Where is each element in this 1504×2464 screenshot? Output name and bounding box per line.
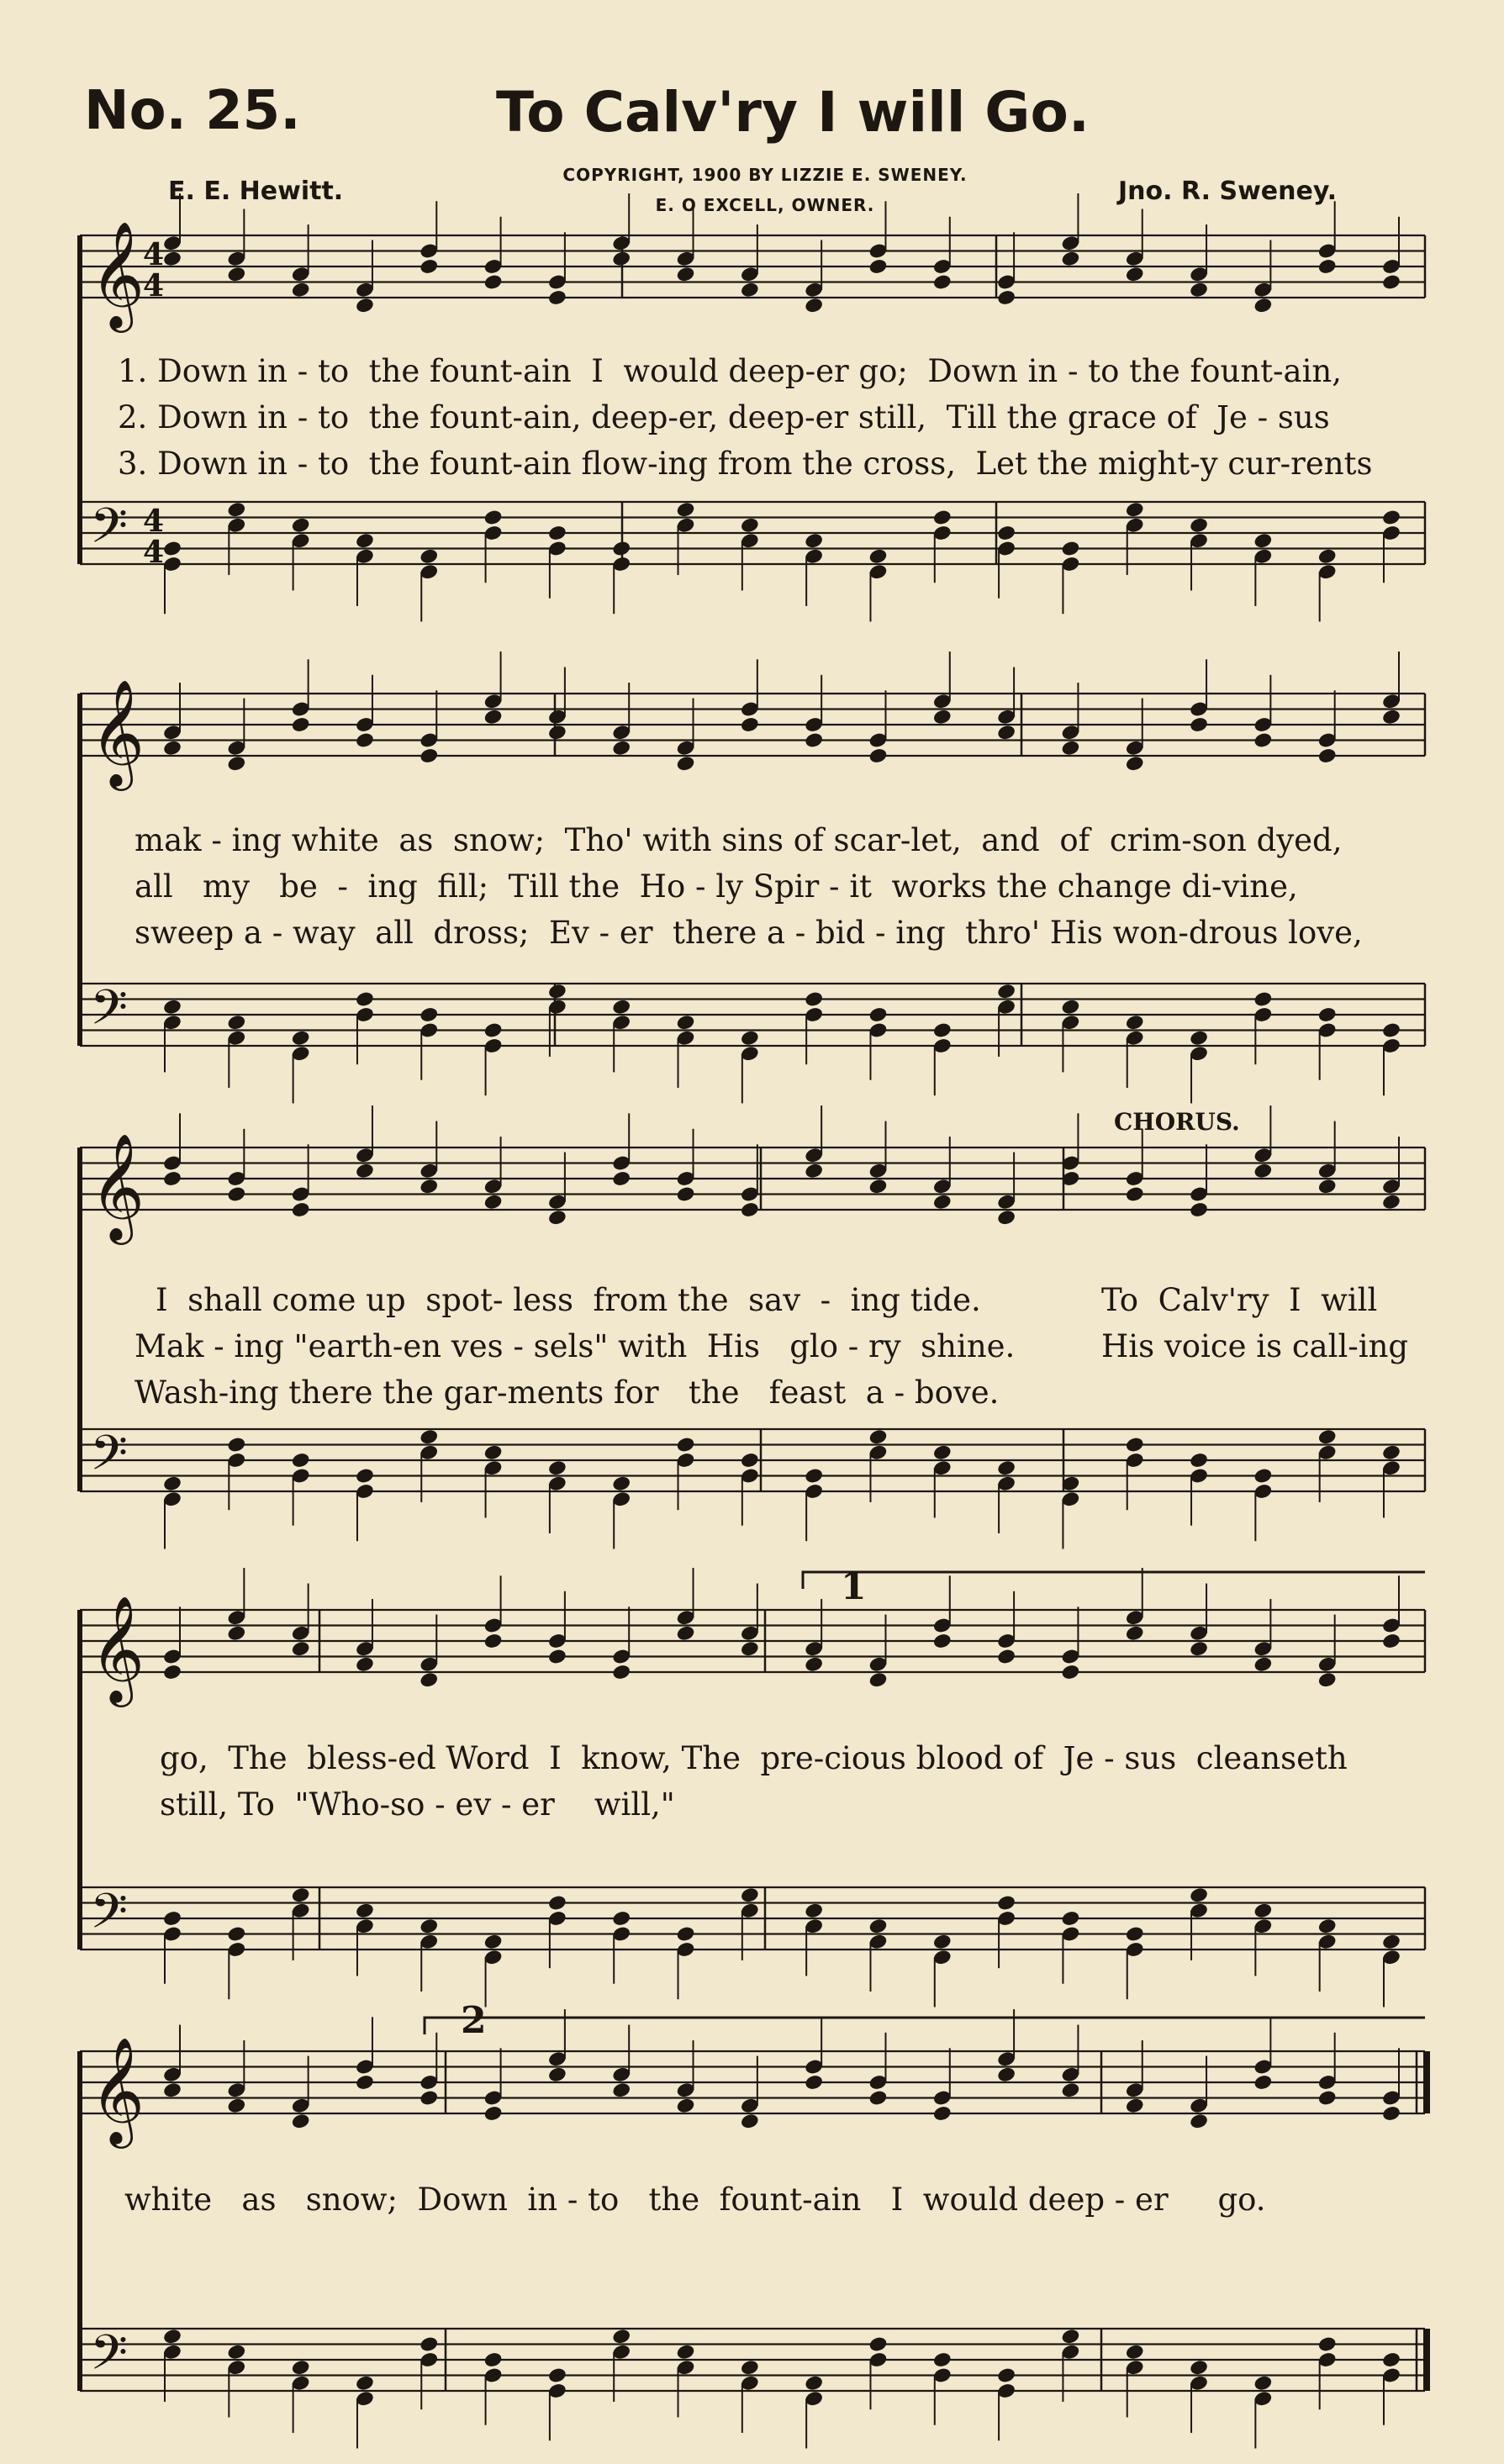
note-head <box>932 1933 953 1950</box>
note-head <box>868 1918 889 1935</box>
note-head <box>1381 1443 1401 1461</box>
note-head <box>162 1910 182 1928</box>
note-head <box>1060 739 1080 757</box>
note-head <box>355 731 375 749</box>
note-head <box>1125 755 1145 773</box>
note-head <box>162 540 182 557</box>
note-head <box>1381 1633 1401 1650</box>
note-head <box>611 2328 631 2345</box>
note-head <box>611 250 631 267</box>
note-head <box>226 266 246 283</box>
note-head <box>226 2343 246 2361</box>
note-head <box>483 1633 504 1650</box>
note-head <box>1125 1624 1145 1642</box>
note-head <box>740 1886 760 1904</box>
lyric-line: 1. Down in - to the fount-ain I would deep-er go; Down in - to the fount-ain, <box>118 353 1343 389</box>
note-head <box>740 2359 760 2377</box>
author-credit: E. E. Hewitt. <box>168 177 344 206</box>
note-head <box>483 1193 504 1211</box>
note-head <box>547 983 567 1000</box>
lyric-line: all my be - ing fill; Till the Ho - ly Spir - it works the change di-vine, <box>135 868 1298 905</box>
note-head <box>355 1902 375 1919</box>
note-head <box>1060 2328 1080 2345</box>
note-head <box>483 509 504 526</box>
note-head <box>1060 1910 1080 1928</box>
note-head <box>419 1671 439 1689</box>
note-head <box>1253 990 1273 1008</box>
note-head <box>996 289 1016 307</box>
note-head <box>676 1925 696 1943</box>
note-head <box>226 1185 246 1203</box>
note-head <box>932 1633 953 1650</box>
note-head <box>996 2366 1016 2384</box>
time-signature-bottom: 4 <box>143 268 165 303</box>
note-head <box>1189 1640 1209 1658</box>
note-head <box>483 2351 504 2369</box>
note-head <box>1125 1925 1145 1943</box>
note-head <box>676 1436 696 1454</box>
note-head <box>291 1452 311 1469</box>
note-head <box>483 1021 504 1039</box>
note-head <box>868 1671 889 1689</box>
note-head <box>547 2066 567 2083</box>
note-head <box>1317 1918 1338 1935</box>
note-head <box>162 998 182 1016</box>
note-head <box>162 2081 182 2099</box>
note-head <box>355 2374 375 2392</box>
note-head <box>419 2089 439 2107</box>
lyric-line: sweep a - way all dross; Ev - er there a - bid - ing thro' His won-drous love, <box>135 915 1363 951</box>
note-head <box>483 2105 504 2123</box>
note-head <box>226 2097 246 2114</box>
note-head <box>1253 1655 1273 1673</box>
note-head <box>547 1209 567 1227</box>
note-head <box>868 258 889 276</box>
note-head <box>740 1201 760 1219</box>
lyric-line: Wash-ing there the gar-ments for the feast a - bove. <box>135 1374 1000 1411</box>
note-head <box>291 716 311 734</box>
note-head <box>1189 2113 1209 2130</box>
note-head <box>932 2351 953 2369</box>
note-head <box>1381 509 1401 526</box>
note-head <box>932 1443 953 1461</box>
note-head <box>1381 273 1401 291</box>
note-head <box>291 1886 311 1904</box>
chorus-lyric-line: His voice is call-ing <box>1101 1328 1409 1364</box>
note-head <box>1317 2089 1338 2107</box>
note-head <box>419 258 439 276</box>
note-head <box>419 2335 439 2353</box>
note-head <box>1317 1671 1338 1689</box>
note-head <box>1381 2105 1401 2123</box>
note-head <box>1060 250 1080 267</box>
note-head <box>804 1162 824 1179</box>
note-head <box>676 1014 696 1032</box>
lyric-line: Mak - ing "earth-en ves - sels" with His glo - ry shine. <box>135 1328 1016 1364</box>
note-head <box>932 273 953 291</box>
note-head <box>291 2359 311 2377</box>
treble-clef: 𝄞 <box>90 678 145 786</box>
note-head <box>419 1006 439 1024</box>
note-head <box>483 1933 504 1950</box>
note-head <box>932 1193 953 1211</box>
note-head <box>1189 1201 1209 1219</box>
note-head <box>1317 1006 1338 1024</box>
note-head <box>226 1014 246 1032</box>
note-head <box>355 532 375 550</box>
note-head <box>355 2074 375 2092</box>
note-head <box>804 2074 824 2092</box>
note-head <box>1381 2351 1401 2369</box>
note-head <box>996 1648 1016 1665</box>
note-head <box>996 983 1016 1000</box>
note-head <box>483 708 504 725</box>
note-head <box>419 1918 439 1935</box>
note-head <box>611 739 631 757</box>
note-head <box>996 1209 1016 1227</box>
note-head <box>547 1894 567 1912</box>
note-head <box>804 532 824 550</box>
note-head <box>1189 1452 1209 1469</box>
note-head <box>1317 2335 1338 2353</box>
note-head <box>1125 1014 1145 1032</box>
note-head <box>868 2089 889 2107</box>
note-head <box>1381 708 1401 725</box>
note-head <box>291 1201 311 1219</box>
note-head <box>804 1655 824 1673</box>
note-head <box>291 2113 311 2130</box>
note-head <box>226 1624 246 1642</box>
note-head <box>868 747 889 765</box>
lyric-line: I shall come up spot- less from the sav - ing tide. <box>156 1282 981 1318</box>
hymn-title: To Calv'ry I will Go. <box>496 80 1090 145</box>
note-head <box>1060 2081 1080 2099</box>
note-head <box>1253 1162 1273 1179</box>
note-head <box>868 1178 889 1195</box>
note-head <box>740 2113 760 2130</box>
note-head <box>932 509 953 526</box>
note-head <box>740 516 760 534</box>
note-head <box>804 1902 824 1919</box>
note-head <box>676 2097 696 2114</box>
lyric-line: go, The bless-ed Word I know, The pre-cious blood of Je - sus cleanseth <box>160 1740 1348 1776</box>
chorus-lyric-line: To Calv'ry I will <box>1101 1282 1378 1318</box>
note-head <box>996 2066 1016 2083</box>
note-head <box>611 1664 631 1681</box>
bass-clef: 𝄢 <box>90 979 129 1048</box>
note-head <box>226 1925 246 1943</box>
note-head <box>355 1655 375 1673</box>
note-head <box>291 1640 311 1658</box>
note-head <box>1060 1664 1080 1681</box>
note-head <box>226 501 246 519</box>
treble-clef: 𝄞 <box>90 1595 145 1702</box>
note-head <box>547 724 567 741</box>
note-head <box>1381 1193 1401 1211</box>
note-head <box>932 2105 953 2123</box>
note-head <box>1317 1178 1338 1195</box>
time-signature-top: 4 <box>143 237 165 272</box>
note-head <box>804 731 824 749</box>
note-head <box>676 501 696 519</box>
note-head <box>162 2328 182 2345</box>
note-head <box>1253 1467 1273 1485</box>
note-head <box>676 1185 696 1203</box>
note-head <box>291 516 311 534</box>
note-head <box>1317 547 1338 565</box>
note-head <box>1125 1436 1145 1454</box>
note-head <box>162 1170 182 1188</box>
note-head <box>1253 731 1273 749</box>
note-head <box>291 1029 311 1047</box>
copyright-owner: E. O EXCELL, OWNER. <box>655 195 875 215</box>
note-head <box>547 289 567 307</box>
note-head <box>740 1640 760 1658</box>
note-head <box>226 755 246 773</box>
note-head <box>932 1021 953 1039</box>
lyric-line: mak - ing white as snow; Tho' with sins of scar-let, and of crim-son dyed, <box>135 822 1343 858</box>
note-head <box>676 266 696 283</box>
note-head <box>1253 1902 1273 1919</box>
note-head <box>1317 1428 1338 1446</box>
note-head <box>804 297 824 314</box>
lyric-line: white as snow; Down in - to the fount-ain I would deep - er go. <box>124 2182 1266 2218</box>
note-head <box>1317 747 1338 765</box>
note-head <box>419 547 439 565</box>
note-head <box>547 1459 567 1477</box>
note-head <box>676 2343 696 2361</box>
treble-clef: 𝄞 <box>90 1132 145 1240</box>
note-head <box>804 990 824 1008</box>
time-signature-top: 4 <box>143 504 165 539</box>
note-head <box>1125 2343 1145 2361</box>
note-head <box>1189 1029 1209 1047</box>
note-head <box>611 2081 631 2099</box>
note-head <box>996 1459 1016 1477</box>
note-head <box>1189 516 1209 534</box>
chorus-label: CHORUS. <box>1114 1108 1240 1136</box>
lyric-line: 3. Down in - to the fount-ain flow-ing from the cross, Let the might-y cur-rents <box>118 446 1373 482</box>
note-head <box>1125 2097 1145 2114</box>
bass-clef: 𝄢 <box>90 1882 129 1952</box>
second-ending-label: 2 <box>461 1999 487 2042</box>
note-head <box>355 1467 375 1485</box>
note-head <box>868 1006 889 1024</box>
note-head <box>162 1475 182 1492</box>
note-head <box>291 281 311 298</box>
note-head <box>804 2374 824 2392</box>
note-head <box>1125 266 1145 283</box>
note-head <box>1381 1021 1401 1039</box>
note-head <box>1253 532 1273 550</box>
note-head <box>419 747 439 765</box>
note-head <box>996 1894 1016 1912</box>
note-head <box>1060 540 1080 557</box>
bass-clef: 𝄢 <box>90 497 129 567</box>
treble-clef: 𝄞 <box>90 2036 145 2144</box>
note-head <box>740 281 760 298</box>
note-head <box>355 990 375 1008</box>
note-head <box>740 1029 760 1047</box>
note-head <box>1189 716 1209 734</box>
copyright-line: COPYRIGHT, 1900 BY LIZZIE E. SWENEY. <box>562 165 968 185</box>
note-head <box>611 1170 631 1188</box>
note-head <box>868 2335 889 2353</box>
composer-credit: Jno. R. Sweney. <box>1118 177 1338 206</box>
time-signature-bottom: 4 <box>143 535 165 570</box>
bass-clef: 𝄢 <box>90 1424 129 1494</box>
note-head <box>1253 2074 1273 2092</box>
note-head <box>996 724 1016 741</box>
note-head <box>1253 2374 1273 2392</box>
note-head <box>483 1443 504 1461</box>
note-head <box>419 1178 439 1195</box>
hymn-number: No. 25. <box>84 80 301 142</box>
note-head <box>162 1664 182 1681</box>
note-head <box>1189 2359 1209 2377</box>
note-head <box>676 1624 696 1642</box>
note-head <box>1125 1185 1145 1203</box>
note-head <box>355 1162 375 1179</box>
note-head <box>547 2366 567 2384</box>
note-head <box>1189 1886 1209 1904</box>
note-head <box>547 1648 567 1665</box>
lyric-line: 2. Down in - to the fount-ain, deep-er, deep-er still, Till the grace of Je - sus <box>118 399 1330 435</box>
note-head <box>676 755 696 773</box>
second-ending-bracket <box>425 2018 1425 2034</box>
note-head <box>611 1475 631 1492</box>
note-head <box>1189 281 1209 298</box>
note-head <box>611 540 631 557</box>
note-head <box>804 1467 824 1485</box>
note-head <box>740 1452 760 1469</box>
note-head <box>611 998 631 1016</box>
bass-clef: 𝄢 <box>90 2324 129 2393</box>
note-head <box>1253 297 1273 314</box>
note-head <box>868 1428 889 1446</box>
note-head <box>419 1428 439 1446</box>
note-head <box>932 708 953 725</box>
note-head <box>1317 258 1338 276</box>
note-head <box>868 547 889 565</box>
first-ending-label: 1 <box>841 1565 867 1608</box>
note-head <box>1125 501 1145 519</box>
note-head <box>1381 1933 1401 1950</box>
treble-clef: 𝄞 <box>90 220 145 328</box>
note-head <box>547 525 567 542</box>
note-head <box>740 716 760 734</box>
note-head <box>1060 998 1080 1016</box>
note-head <box>355 297 375 314</box>
note-head <box>162 739 182 757</box>
note-head <box>162 250 182 267</box>
note-head <box>226 1436 246 1454</box>
note-head <box>483 273 504 291</box>
lyric-line: still, To "Who-so - ev - er will," <box>160 1786 675 1823</box>
note-head <box>996 525 1016 542</box>
note-head <box>611 1910 631 1928</box>
first-ending-bracket <box>803 1572 1425 1589</box>
